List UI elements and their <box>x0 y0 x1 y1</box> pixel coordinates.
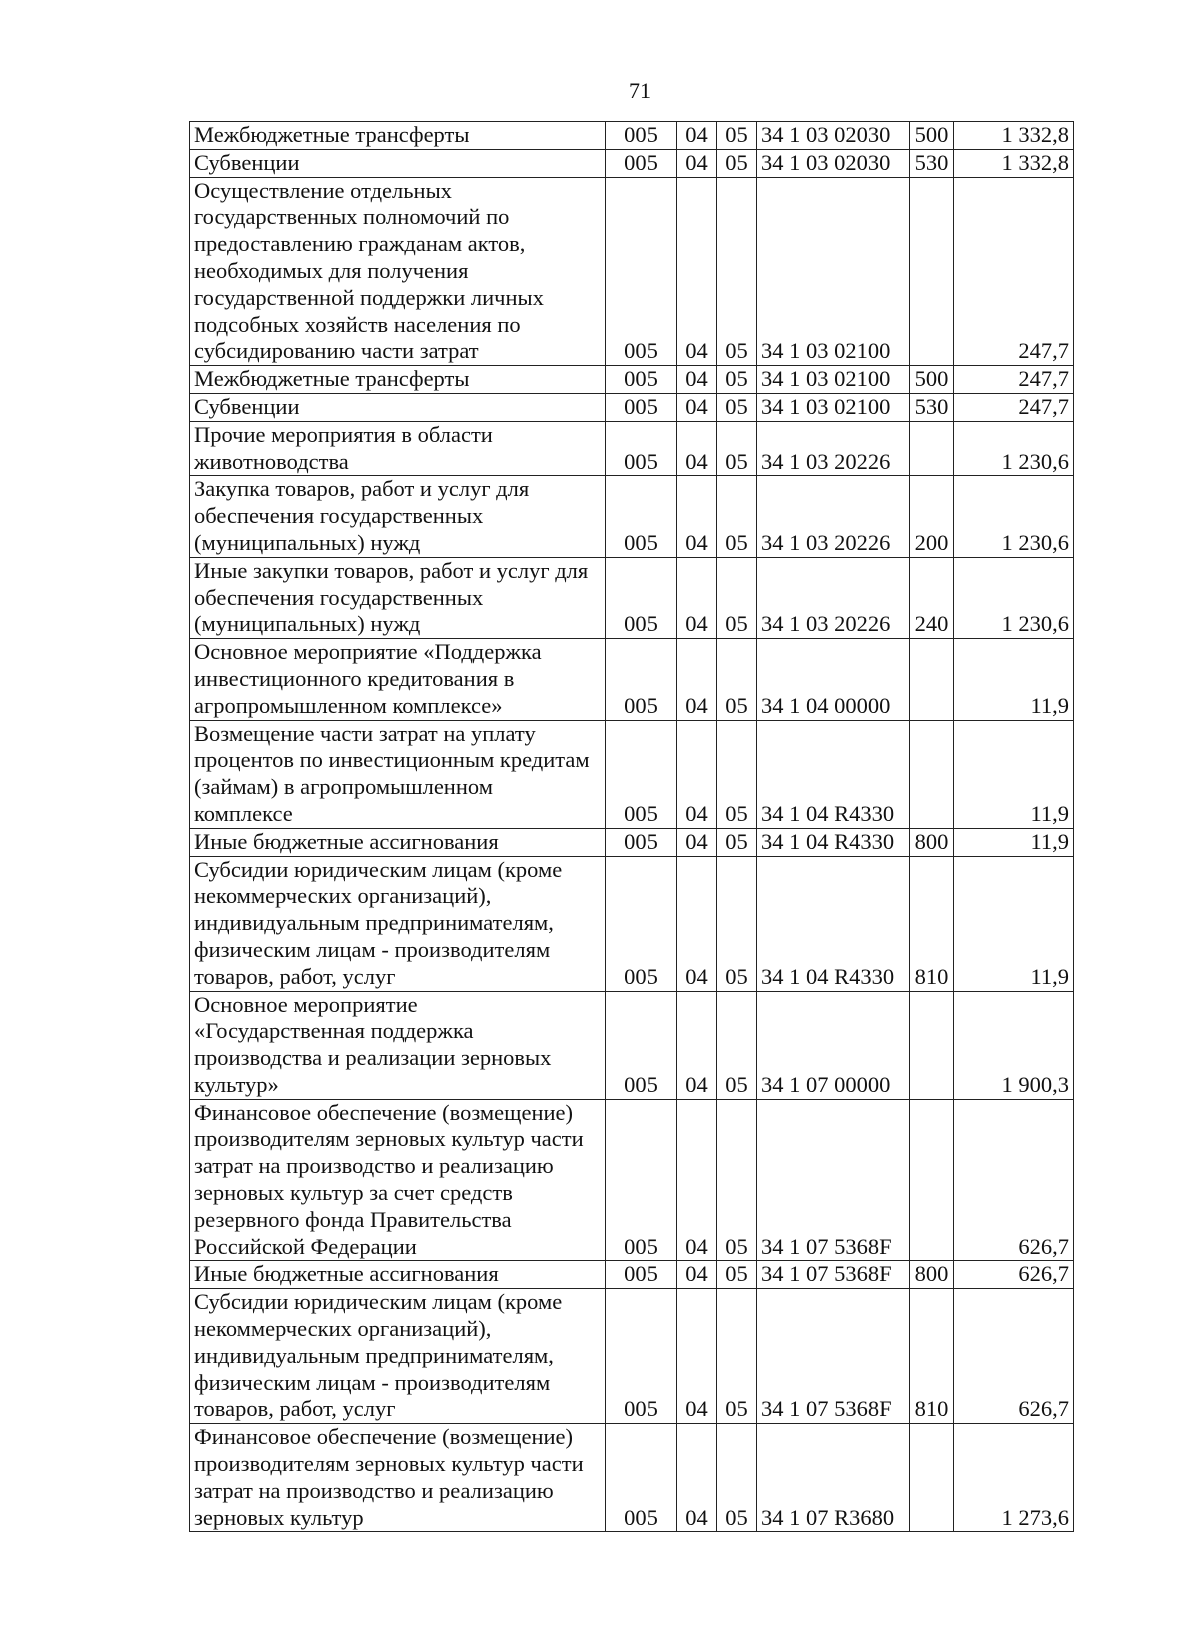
table-row <box>190 393 1074 421</box>
row-name <box>190 1099 606 1261</box>
row-name-line: Межбюджетные трансферты <box>194 122 470 147</box>
target-article-code: 34 1 04 R4330 <box>757 856 910 991</box>
row-name-line: Субвенции <box>194 393 300 419</box>
row-name-line: субсидированию части затрат <box>194 338 479 364</box>
row-name-line: физическим лицам - производителям <box>194 936 551 962</box>
ministry-code: 005 <box>606 557 677 638</box>
expense-type-code: 810 <box>910 856 954 991</box>
row-name-line: Субсидии юридическим лицам (кроме <box>194 856 563 882</box>
expense-type-code: 530 <box>910 149 954 177</box>
ministry-code: 005 <box>606 828 677 856</box>
row-name <box>190 177 606 366</box>
expense-type-code <box>910 639 954 720</box>
row-name-line: Основное мероприятие «Поддержка <box>194 639 542 665</box>
row-name <box>190 557 606 638</box>
amount: 1 230,6 <box>954 421 1074 476</box>
row-name-line: индивидуальным предпринимателям, <box>194 910 554 936</box>
ministry-code: 005 <box>606 991 677 1099</box>
table-row <box>190 1424 1074 1532</box>
section-code: 04 <box>677 421 717 476</box>
row-name <box>190 122 606 150</box>
ministry-code: 005 <box>606 1099 677 1261</box>
row-name-line: производителям зерновых культур части <box>194 1126 584 1152</box>
section-code: 04 <box>677 828 717 856</box>
row-name-line: физическим лицам - производителям <box>194 1369 551 1395</box>
row-name-line: производства и реализации зерновых <box>194 1045 552 1071</box>
section-code: 04 <box>677 149 717 177</box>
row-name-line: Закупка товаров, работ и услуг для <box>194 476 530 502</box>
row-name-line: Субвенции <box>194 149 300 175</box>
row-name <box>190 639 606 720</box>
expense-type-code: 500 <box>910 366 954 394</box>
row-name <box>190 991 606 1099</box>
row-name-line: товаров, работ, услуг <box>194 963 396 989</box>
row-name <box>190 393 606 421</box>
section-code: 04 <box>677 856 717 991</box>
amount: 11,9 <box>954 856 1074 991</box>
row-name <box>190 720 606 828</box>
row-name-line: производителям зерновых культур части <box>194 1451 584 1477</box>
row-name-line: государственной поддержки личных <box>194 284 544 310</box>
row-name-line: зерновых культур за счет средств <box>194 1180 513 1206</box>
section-code: 04 <box>677 720 717 828</box>
row-name-line: (займам) в агропромышленном <box>194 774 493 800</box>
row-name-line: необходимых для получения <box>194 257 469 283</box>
subsection-code: 05 <box>717 557 757 638</box>
target-article-code: 34 1 07 R3680 <box>757 1424 910 1532</box>
row-name-line: некоммерческих организаций), <box>194 883 492 909</box>
row-name-line: Иные закупки товаров, работ и услуг для <box>194 557 589 583</box>
row-name-line: затрат на производство и реализацию <box>194 1477 554 1503</box>
target-article-code: 34 1 03 02100 <box>757 366 910 394</box>
row-name <box>190 476 606 557</box>
target-article-code: 34 1 03 20226 <box>757 421 910 476</box>
target-article-code: 34 1 03 02030 <box>757 149 910 177</box>
expense-type-code <box>910 421 954 476</box>
row-name-line: Прочие мероприятия в области <box>194 421 493 447</box>
ministry-code: 005 <box>606 1289 677 1424</box>
row-name <box>190 856 606 991</box>
table-row <box>190 149 1074 177</box>
row-name-line: Финансовое обеспечение (возмещение) <box>194 1424 574 1450</box>
subsection-code: 05 <box>717 393 757 421</box>
subsection-code: 05 <box>717 421 757 476</box>
row-name-line: Субсидии юридическим лицам (кроме <box>194 1289 563 1315</box>
budget-table <box>189 121 1074 1532</box>
row-name-line: Возмещение части затрат на уплату <box>194 720 536 746</box>
row-name-line: Иные бюджетные ассигнования <box>194 828 499 854</box>
section-code: 04 <box>677 1289 717 1424</box>
expense-type-code: 810 <box>910 1289 954 1424</box>
table-row <box>190 1261 1074 1289</box>
table-body <box>190 122 1074 1532</box>
table-row <box>190 1289 1074 1424</box>
expense-type-code <box>910 720 954 828</box>
expense-type-code <box>910 991 954 1099</box>
ministry-code: 005 <box>606 1424 677 1532</box>
row-name <box>190 828 606 856</box>
amount: 247,7 <box>954 177 1074 366</box>
target-article-code: 34 1 04 R4330 <box>757 828 910 856</box>
table-row <box>190 421 1074 476</box>
amount: 626,7 <box>954 1261 1074 1289</box>
ministry-code: 005 <box>606 366 677 394</box>
amount: 626,7 <box>954 1099 1074 1261</box>
expense-type-code <box>910 1099 954 1261</box>
table-row <box>190 177 1074 366</box>
expense-type-code: 500 <box>910 122 954 150</box>
table-row <box>190 557 1074 638</box>
subsection-code: 05 <box>717 177 757 366</box>
subsection-code: 05 <box>717 366 757 394</box>
amount: 1 273,6 <box>954 1424 1074 1532</box>
expense-type-code: 240 <box>910 557 954 638</box>
row-name-line: Российской Федерации <box>194 1233 417 1259</box>
expense-type-code <box>910 1424 954 1532</box>
row-name-line: Межбюджетные трансферты <box>194 366 470 392</box>
row-name-line: товаров, работ, услуг <box>194 1396 396 1422</box>
ministry-code: 005 <box>606 856 677 991</box>
ministry-code: 005 <box>606 1261 677 1289</box>
row-name-line: культур» <box>194 1071 279 1097</box>
table-row <box>190 828 1074 856</box>
table-row <box>190 991 1074 1099</box>
row-name-line: Иные бюджетные ассигнования <box>194 1261 499 1287</box>
expense-type-code <box>910 177 954 366</box>
row-name-line: Осуществление отдельных <box>194 177 452 203</box>
amount: 1 900,3 <box>954 991 1074 1099</box>
target-article-code: 34 1 04 00000 <box>757 639 910 720</box>
subsection-code: 05 <box>717 828 757 856</box>
subsection-code: 05 <box>717 639 757 720</box>
row-name-line: комплексе <box>194 800 293 826</box>
expense-type-code: 800 <box>910 1261 954 1289</box>
section-code: 04 <box>677 991 717 1099</box>
row-name-line: «Государственная поддержка <box>194 1018 474 1044</box>
row-name-line: предоставлению гражданам актов, <box>194 231 526 257</box>
table-row <box>190 1099 1074 1261</box>
amount: 1 230,6 <box>954 557 1074 638</box>
row-name-line: (муниципальных) нужд <box>194 611 421 637</box>
amount: 1 332,8 <box>954 149 1074 177</box>
row-name <box>190 149 606 177</box>
section-code: 04 <box>677 476 717 557</box>
row-name <box>190 421 606 476</box>
subsection-code: 05 <box>717 1424 757 1532</box>
target-article-code: 34 1 03 20226 <box>757 476 910 557</box>
subsection-code: 05 <box>717 1261 757 1289</box>
ministry-code: 005 <box>606 421 677 476</box>
row-name-line: агропромышленном комплексе» <box>194 692 503 718</box>
subsection-code: 05 <box>717 991 757 1099</box>
amount: 1 332,8 <box>954 122 1074 150</box>
expense-type-code: 530 <box>910 393 954 421</box>
expense-type-code: 800 <box>910 828 954 856</box>
table-row <box>190 856 1074 991</box>
row-name-line: индивидуальным предпринимателям, <box>194 1342 554 1368</box>
subsection-code: 05 <box>717 122 757 150</box>
section-code: 04 <box>677 1261 717 1289</box>
amount: 11,9 <box>954 639 1074 720</box>
amount: 11,9 <box>954 828 1074 856</box>
target-article-code: 34 1 07 5368F <box>757 1261 910 1289</box>
row-name-line: инвестиционного кредитования в <box>194 665 515 691</box>
target-article-code: 34 1 07 5368F <box>757 1289 910 1424</box>
row-name-line: государственных полномочий по <box>194 204 510 230</box>
row-name-line: Основное мероприятие <box>194 991 418 1017</box>
section-code: 04 <box>677 557 717 638</box>
amount: 247,7 <box>954 393 1074 421</box>
amount: 626,7 <box>954 1289 1074 1424</box>
subsection-code: 05 <box>717 1099 757 1261</box>
table-row <box>190 639 1074 720</box>
section-code: 04 <box>677 1099 717 1261</box>
table-row <box>190 720 1074 828</box>
subsection-code: 05 <box>717 476 757 557</box>
target-article-code: 34 1 07 5368F <box>757 1099 910 1261</box>
section-code: 04 <box>677 177 717 366</box>
page-number: 71 <box>629 78 651 103</box>
ministry-code: 005 <box>606 122 677 150</box>
row-name <box>190 1424 606 1532</box>
subsection-code: 05 <box>717 1289 757 1424</box>
amount: 1 230,6 <box>954 476 1074 557</box>
table-row <box>190 476 1074 557</box>
ministry-code: 005 <box>606 639 677 720</box>
section-code: 04 <box>677 393 717 421</box>
target-article-code: 34 1 04 R4330 <box>757 720 910 828</box>
section-code: 04 <box>677 366 717 394</box>
section-code: 04 <box>677 122 717 150</box>
row-name-line: обеспечения государственных <box>194 503 484 529</box>
amount: 247,7 <box>954 366 1074 394</box>
row-name-line: некоммерческих организаций), <box>194 1316 492 1342</box>
row-name-line: (муниципальных) нужд <box>194 529 421 555</box>
table-row <box>190 366 1074 394</box>
subsection-code: 05 <box>717 720 757 828</box>
row-name-line: животноводства <box>194 448 349 474</box>
ministry-code: 005 <box>606 177 677 366</box>
target-article-code: 34 1 03 02100 <box>757 393 910 421</box>
target-article-code: 34 1 03 02030 <box>757 122 910 150</box>
target-article-code: 34 1 07 00000 <box>757 991 910 1099</box>
expense-type-code: 200 <box>910 476 954 557</box>
row-name-line: обеспечения государственных <box>194 584 484 610</box>
subsection-code: 05 <box>717 856 757 991</box>
ministry-code: 005 <box>606 149 677 177</box>
row-name-line: затрат на производство и реализацию <box>194 1153 554 1179</box>
ministry-code: 005 <box>606 393 677 421</box>
amount: 11,9 <box>954 720 1074 828</box>
target-article-code: 34 1 03 20226 <box>757 557 910 638</box>
row-name-line: подсобных хозяйств населения по <box>194 311 521 337</box>
ministry-code: 005 <box>606 476 677 557</box>
row-name <box>190 1261 606 1289</box>
row-name <box>190 366 606 394</box>
ministry-code: 005 <box>606 720 677 828</box>
target-article-code: 34 1 03 02100 <box>757 177 910 366</box>
row-name <box>190 1289 606 1424</box>
row-name-line: процентов по инвестиционным кредитам <box>194 747 590 773</box>
subsection-code: 05 <box>717 149 757 177</box>
section-code: 04 <box>677 1424 717 1532</box>
section-code: 04 <box>677 639 717 720</box>
row-name-line: Финансовое обеспечение (возмещение) <box>194 1099 574 1125</box>
row-name-line: зерновых культур <box>194 1504 364 1530</box>
row-name-line: резервного фонда Правительства <box>194 1206 512 1232</box>
table-row <box>190 122 1074 150</box>
